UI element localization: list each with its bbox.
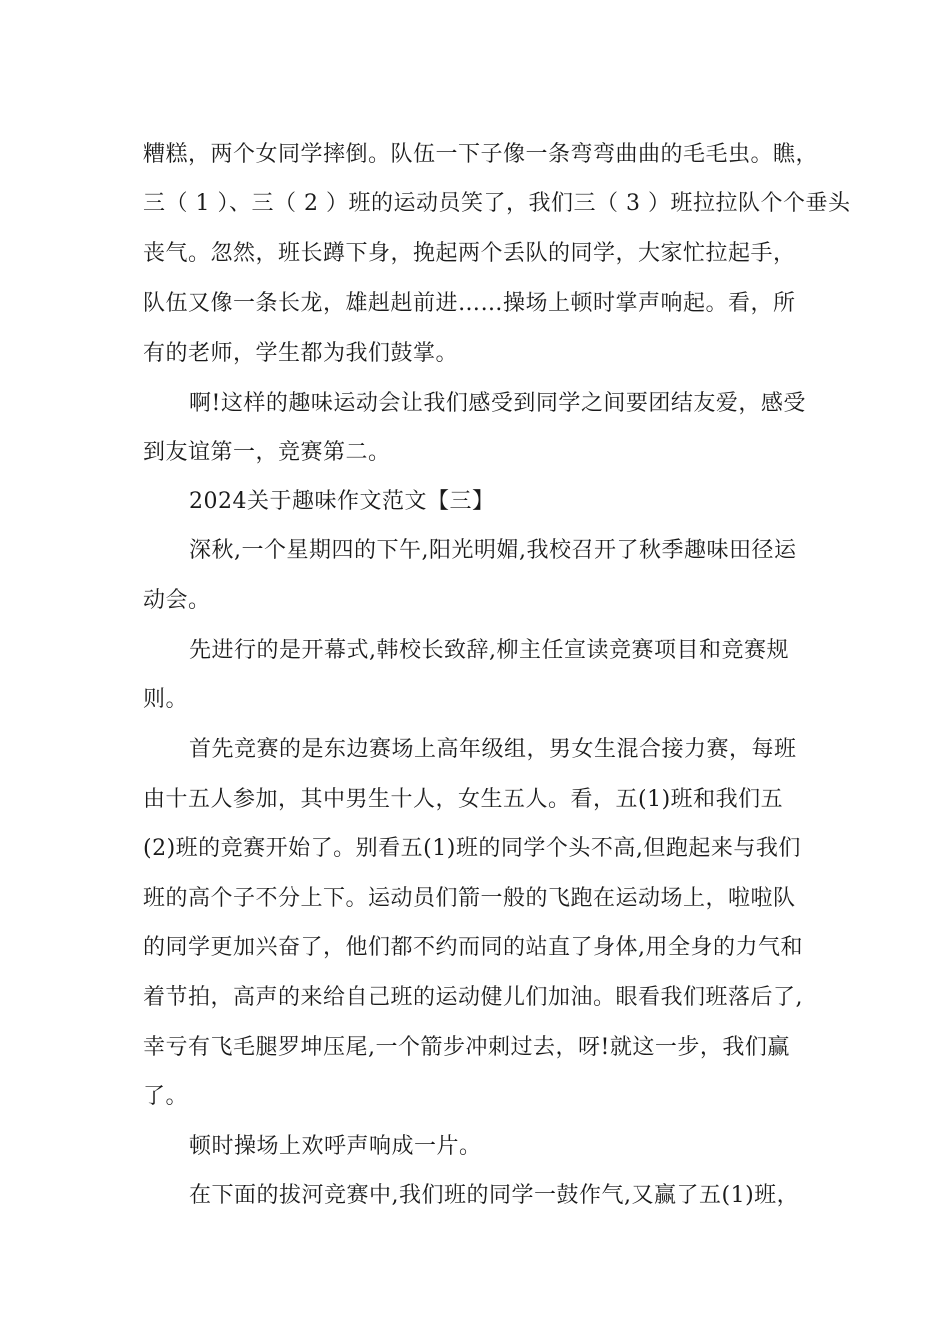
text-line: 了。	[143, 1084, 189, 1109]
paragraph-start: 首先竞赛的是东边赛场上高年级组，男女生混合接力赛，每班	[189, 737, 797, 762]
paragraph-start: 啊!这样的趣味运动会让我们感受到同学之间要团结友爱，感受	[189, 391, 806, 416]
paragraph-start: 先进行的是开幕式,韩校长致辞,柳主任宣读竞赛项目和竞赛规	[189, 638, 789, 663]
text-line: 动会。	[143, 588, 211, 613]
text-line: 三（ 1 ）、三（ 2 ）班的运动员笑了，我们三（ 3 ）班拉拉队个个垂头	[143, 191, 851, 216]
text-line: 班的高个子不分上下。运动员们箭一般的飞跑在运动场上，啦啦队	[143, 886, 796, 911]
paragraph-start: 顿时操场上欢呼声响成一片。	[189, 1134, 482, 1159]
paragraph-start: 深秋,一个星期四的下午,阳光明媚,我校召开了秋季趣味田径运	[189, 538, 797, 563]
text-line: 则。	[143, 687, 189, 712]
paragraph-start: 在下面的拔河竞赛中,我们班的同学一鼓作气,又赢了五(1)班，	[189, 1183, 800, 1208]
text-line: 有的老师，学生都为我们鼓掌。	[143, 341, 459, 366]
text-line: 的同学更加兴奋了，他们都不约而同的站直了身体,用全身的力气和	[143, 935, 803, 960]
text-line: (2)班的竞赛开始了。别看五(1)班的同学个头不高,但跑起来与我们	[143, 836, 801, 861]
text-line: 由十五人参加，其中男生十人，女生五人。看，五(1)班和我们五	[143, 787, 784, 812]
section-heading: 2024关于趣味作文范文【三】	[189, 489, 495, 514]
text-line: 着节拍，高声的来给自己班的运动健儿们加油。眼看我们班落后了,	[143, 985, 803, 1010]
text-line: 丧气。忽然，班长蹲下身，挽起两个丢队的同学，大家忙拉起手，	[143, 241, 796, 266]
text-line: 幸亏有飞毛腿罗坤压尾,一个箭步冲刺过去，呀!就这一步，我们赢	[143, 1035, 790, 1060]
text-line: 队伍又像一条长龙，雄赳赳前进……操场上顿时掌声响起。看，所	[143, 291, 796, 316]
text-line: 糟糕，两个女同学摔倒。队伍一下子像一条弯弯曲曲的毛毛虫。瞧，	[143, 142, 819, 167]
text-line: 到友谊第一，竞赛第二。	[143, 440, 391, 465]
